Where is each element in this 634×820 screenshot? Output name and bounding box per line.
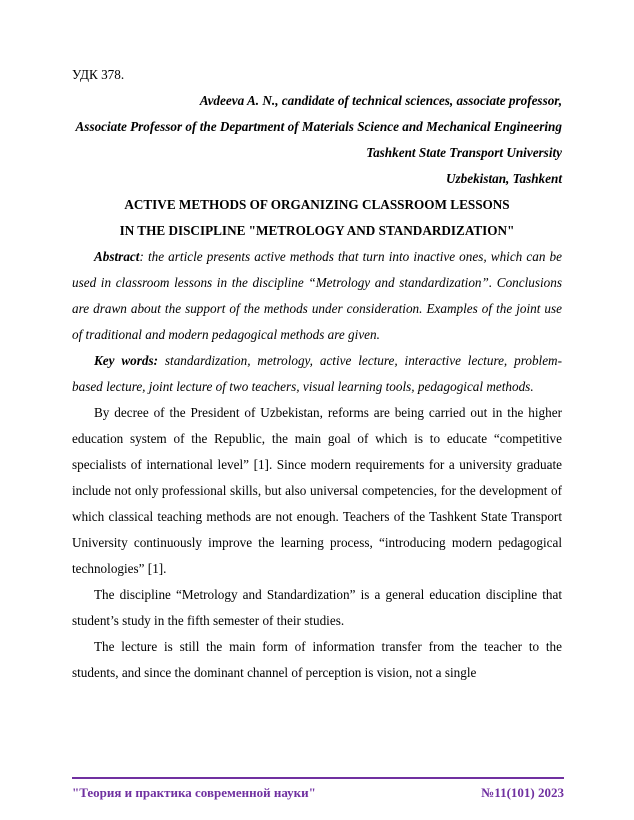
author-line-university: Tashkent State Transport University — [366, 145, 562, 160]
page-footer — [72, 777, 564, 804]
footer-row — [72, 782, 564, 804]
footer-issue-number: №11(101) 2023 — [481, 785, 564, 800]
body-paragraph-1: By decree of the President of Uzbekistan, reforms are being carried out in the higher education system of the Republic, the main goal of which is to educate “competitive specialists of international level” [1]. Since modern requirements for a university graduate include not only professional skills, but also universal competencies, for the development of which classical teaching methods are not enough. Teachers of the Tashkent State Transport University continuously improve the learning process, “introducing modern pedagogical technologies” [1]. — [72, 405, 562, 576]
author-line-affiliation: Associate Professor of the Department of Materials Science and Mechanical Engineering — [75, 119, 562, 134]
author-block — [72, 88, 562, 192]
article-title — [72, 192, 562, 244]
author-line-location: Uzbekistan, Tashkent — [445, 171, 562, 186]
keywords-label: Key words: — [94, 353, 159, 368]
keywords-text: standardization, metrology, active lecture, interactive lecture, problem-based lecture, joint lecture of two teachers, visual learning tools, pedagogical methods. — [72, 353, 562, 394]
article-title-line1: ACTIVE METHODS OF ORGANIZING CLASSROOM LESSONS — [124, 197, 510, 212]
article-title-line2: IN THE DISCIPLINE "METROLOGY AND STANDARDIZATION" — [119, 223, 515, 238]
udc-number: УДК 378. — [72, 67, 125, 82]
abstract-text: : the article presents active methods that turn into inactive ones, which can be used in classroom lessons in the discipline “Metrology and standardization”. Conclusions are drawn about the support of the methods under consideration. Examples of the joint use of traditional and modern pedagogical methods are given. — [72, 249, 562, 342]
footer-divider — [72, 777, 564, 779]
body-paragraph-2: The discipline “Metrology and Standardization” is a general education discipline that student’s study in the fifth semester of their studies. — [72, 587, 562, 628]
author-line-name: Avdeeva A. N., candidate of technical sciences, associate professor, — [199, 93, 562, 108]
body-paragraph-3: The lecture is still the main form of information transfer from the teacher to the students, and since the dominant channel of perception is vision, not a single — [72, 639, 562, 680]
keywords-paragraph — [72, 348, 562, 400]
abstract-label: Abstract — [94, 249, 140, 264]
abstract-paragraph — [72, 244, 562, 348]
footer-journal-title: "Теория и практика современной науки" — [72, 785, 316, 800]
